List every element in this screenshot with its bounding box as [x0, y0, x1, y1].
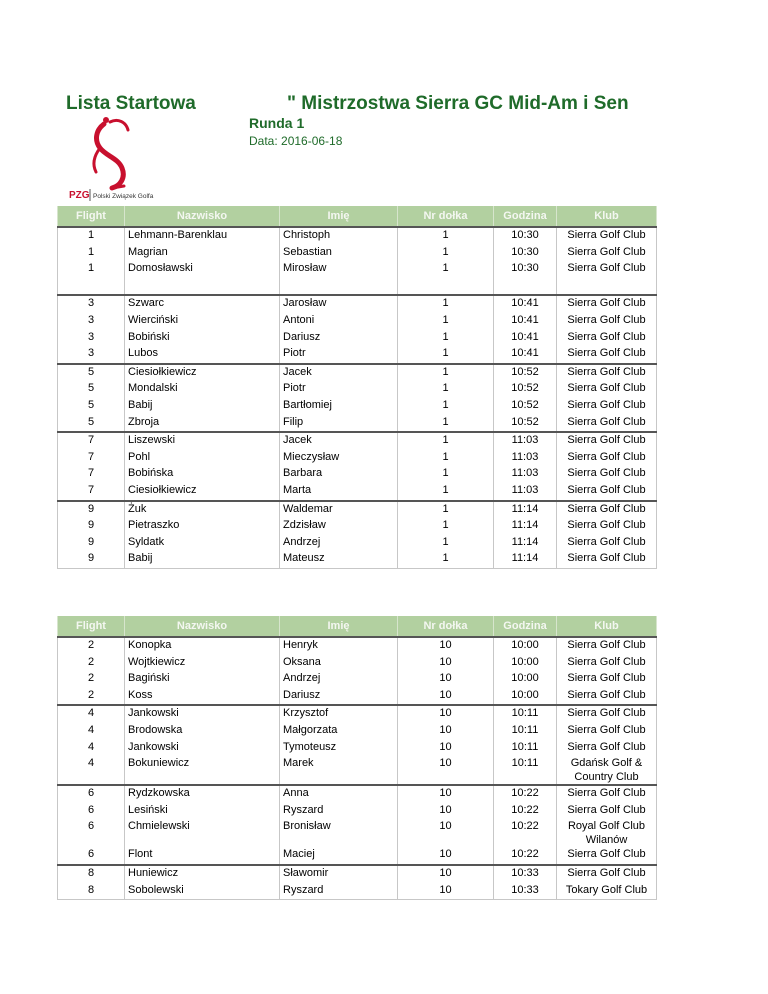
- table-row: [58, 671, 657, 688]
- tee-time-cell: 10:11: [494, 756, 557, 785]
- flight-cell: 2: [58, 671, 125, 688]
- hole-cell: 10: [398, 655, 494, 672]
- col-header-imie: Imię: [280, 206, 398, 227]
- first-name-cell: Henryk: [280, 637, 398, 655]
- hole-cell: 1: [398, 364, 494, 382]
- first-name-cell: Marta: [280, 483, 398, 501]
- hole-cell: 1: [398, 261, 494, 278]
- club-cell: Sierra Golf Club: [557, 785, 657, 803]
- tee-time-cell: 11:14: [494, 535, 557, 552]
- table-header-row: [58, 206, 657, 227]
- first-name-cell: Bartłomiej: [280, 398, 398, 415]
- table-row: [58, 535, 657, 552]
- tee-time-cell: 10:00: [494, 637, 557, 655]
- flight-cell: 9: [58, 535, 125, 552]
- surname-cell: Babij: [125, 398, 280, 415]
- first-name-cell: Piotr: [280, 346, 398, 364]
- col-header-godzina: Godzina: [494, 206, 557, 227]
- first-name-cell: [280, 278, 398, 296]
- hole-cell: 10: [398, 705, 494, 723]
- first-name-cell: Anna: [280, 785, 398, 803]
- table-row: [58, 381, 657, 398]
- col-header-nr-dolka: Nr dołka: [398, 616, 494, 637]
- flight-cell: 1: [58, 227, 125, 245]
- first-name-cell: Ryszard: [280, 883, 398, 900]
- club-cell: Sierra Golf Club: [557, 450, 657, 467]
- tee-time-cell: 10:33: [494, 883, 557, 900]
- first-name-cell: Małgorzata: [280, 723, 398, 740]
- surname-cell: Jankowski: [125, 705, 280, 723]
- tee-time-cell: 11:03: [494, 483, 557, 501]
- first-name-cell: Dariusz: [280, 330, 398, 347]
- club-cell: Sierra Golf Club: [557, 227, 657, 245]
- first-name-cell: Andrzej: [280, 671, 398, 688]
- col-header-klub: Klub: [557, 616, 657, 637]
- hole-cell: 10: [398, 723, 494, 740]
- flight-cell: 8: [58, 865, 125, 883]
- club-cell: Sierra Golf Club: [557, 398, 657, 415]
- first-name-cell: Dariusz: [280, 688, 398, 706]
- club-cell: Sierra Golf Club: [557, 803, 657, 820]
- tee-time-cell: 10:52: [494, 415, 557, 433]
- surname-cell: Brodowska: [125, 723, 280, 740]
- hole-cell: 10: [398, 865, 494, 883]
- table-header-row: [58, 616, 657, 637]
- table-row: [58, 432, 657, 450]
- club-cell: Sierra Golf Club: [557, 313, 657, 330]
- table-row: [58, 655, 657, 672]
- table-row: [58, 803, 657, 820]
- club-cell: Royal Golf Club Wilanów: [557, 819, 657, 847]
- surname-cell: Lehmann-Barenklau: [125, 227, 280, 245]
- flight-cell: [58, 278, 125, 296]
- tee-time-cell: 11:03: [494, 450, 557, 467]
- club-cell: Sierra Golf Club: [557, 551, 657, 568]
- club-cell: Sierra Golf Club: [557, 483, 657, 501]
- flight-cell: 7: [58, 483, 125, 501]
- first-name-cell: Antoni: [280, 313, 398, 330]
- flight-cell: 8: [58, 883, 125, 900]
- flight-cell: 1: [58, 261, 125, 278]
- club-cell: Sierra Golf Club: [557, 330, 657, 347]
- surname-cell: Wojtkiewicz: [125, 655, 280, 672]
- flight-cell: 6: [58, 847, 125, 865]
- tee-time-cell: 10:22: [494, 803, 557, 820]
- first-name-cell: Zdzisław: [280, 518, 398, 535]
- flight-cell: 6: [58, 785, 125, 803]
- tee-time-cell: 11:14: [494, 501, 557, 519]
- club-cell: Sierra Golf Club: [557, 261, 657, 278]
- club-cell: Sierra Golf Club: [557, 723, 657, 740]
- first-name-cell: Mirosław: [280, 261, 398, 278]
- tee-time-cell: 10:41: [494, 346, 557, 364]
- hole-cell: 1: [398, 227, 494, 245]
- hole-cell: 1: [398, 381, 494, 398]
- tee-time-cell: 10:11: [494, 740, 557, 757]
- event-title: " Mistrzostwa Sierra GC Mid-Am i Sen: [287, 93, 629, 114]
- flight-cell: 4: [58, 705, 125, 723]
- surname-cell: Zbroja: [125, 415, 280, 433]
- club-cell: Sierra Golf Club: [557, 381, 657, 398]
- first-name-cell: Marek: [280, 756, 398, 785]
- hole-cell: 1: [398, 535, 494, 552]
- flight-cell: 9: [58, 501, 125, 519]
- first-name-cell: Waldemar: [280, 501, 398, 519]
- club-cell: Sierra Golf Club: [557, 295, 657, 313]
- hole-cell: 1: [398, 245, 494, 262]
- tee-time-cell: 11:03: [494, 466, 557, 483]
- club-cell: Sierra Golf Club: [557, 740, 657, 757]
- hole-cell: 10: [398, 803, 494, 820]
- tee-time-cell: 10:00: [494, 671, 557, 688]
- tee-time-cell: 10:41: [494, 313, 557, 330]
- table-row: [58, 865, 657, 883]
- surname-cell: Bagiński: [125, 671, 280, 688]
- table-row: [58, 313, 657, 330]
- flight-cell: 4: [58, 756, 125, 785]
- table-row: [58, 551, 657, 568]
- table-row: [58, 785, 657, 803]
- club-cell: Sierra Golf Club: [557, 671, 657, 688]
- hole-cell: 10: [398, 688, 494, 706]
- col-header-flight: Flight: [58, 206, 125, 227]
- col-header-godzina: Godzina: [494, 616, 557, 637]
- hole-cell: 1: [398, 346, 494, 364]
- surname-cell: Mondalski: [125, 381, 280, 398]
- tee-time-cell: 11:14: [494, 518, 557, 535]
- table-row: [58, 501, 657, 519]
- surname-cell: Pietraszko: [125, 518, 280, 535]
- tee-time-cell: 10:30: [494, 227, 557, 245]
- tee-time-cell: 10:41: [494, 295, 557, 313]
- surname-cell: Wierciński: [125, 313, 280, 330]
- surname-cell: Rydzkowska: [125, 785, 280, 803]
- club-cell: Sierra Golf Club: [557, 637, 657, 655]
- col-header-nr-dolka: Nr dołka: [398, 206, 494, 227]
- surname-cell: Liszewski: [125, 432, 280, 450]
- hole-cell: 1: [398, 295, 494, 313]
- club-cell: Sierra Golf Club: [557, 501, 657, 519]
- tee-time-cell: 10:33: [494, 865, 557, 883]
- tee-time-cell: 10:00: [494, 688, 557, 706]
- club-cell: Sierra Golf Club: [557, 865, 657, 883]
- tee-time-cell: 10:11: [494, 705, 557, 723]
- first-name-cell: Sławomir: [280, 865, 398, 883]
- flight-cell: 3: [58, 346, 125, 364]
- logo-subtext: Polski Związek Golfa: [93, 193, 154, 200]
- surname-cell: Lesiński: [125, 803, 280, 820]
- hole-cell: 1: [398, 313, 494, 330]
- col-header-klub: Klub: [557, 206, 657, 227]
- flight-cell: 2: [58, 655, 125, 672]
- table-row: [58, 705, 657, 723]
- hole-cell: [398, 278, 494, 296]
- col-header-nazwisko: Nazwisko: [125, 616, 280, 637]
- table-row: [58, 278, 657, 296]
- club-cell: Sierra Golf Club: [557, 466, 657, 483]
- first-name-cell: Oksana: [280, 655, 398, 672]
- surname-cell: Bobiński: [125, 330, 280, 347]
- flight-cell: 2: [58, 688, 125, 706]
- surname-cell: Babij: [125, 551, 280, 568]
- tee-time-cell: 10:41: [494, 330, 557, 347]
- club-cell: Sierra Golf Club: [557, 518, 657, 535]
- surname-cell: Bobińska: [125, 466, 280, 483]
- table-row: [58, 364, 657, 382]
- first-name-cell: Krzysztof: [280, 705, 398, 723]
- first-name-cell: Mateusz: [280, 551, 398, 568]
- tee-time-cell: 10:22: [494, 847, 557, 865]
- hole-cell: 10: [398, 756, 494, 785]
- table-row: [58, 227, 657, 245]
- tee-time-cell: 10:52: [494, 364, 557, 382]
- first-name-cell: Andrzej: [280, 535, 398, 552]
- table-row: [58, 261, 657, 278]
- flight-cell: 3: [58, 313, 125, 330]
- hole-cell: 1: [398, 483, 494, 501]
- table-row: [58, 295, 657, 313]
- first-name-cell: Christoph: [280, 227, 398, 245]
- surname-cell: Chmielewski: [125, 819, 280, 847]
- tee-time-cell: 10:11: [494, 723, 557, 740]
- flight-cell: 7: [58, 450, 125, 467]
- flight-cell: 3: [58, 330, 125, 347]
- flight-cell: 1: [58, 245, 125, 262]
- table-row: [58, 245, 657, 262]
- flight-cell: 4: [58, 740, 125, 757]
- col-header-imie: Imię: [280, 616, 398, 637]
- club-cell: Sierra Golf Club: [557, 364, 657, 382]
- first-name-cell: Sebastian: [280, 245, 398, 262]
- table-row: [58, 883, 657, 900]
- club-cell: Sierra Golf Club: [557, 847, 657, 865]
- table-row: [58, 483, 657, 501]
- table-row: [58, 450, 657, 467]
- first-name-cell: Bronisław: [280, 819, 398, 847]
- tee-time-cell: 10:52: [494, 398, 557, 415]
- flight-cell: 5: [58, 398, 125, 415]
- club-cell: Sierra Golf Club: [557, 245, 657, 262]
- table-row: [58, 330, 657, 347]
- hole-cell: 10: [398, 819, 494, 847]
- first-name-cell: Piotr: [280, 381, 398, 398]
- club-cell: Gdańsk Golf & Country Club: [557, 756, 657, 785]
- hole-cell: 1: [398, 398, 494, 415]
- hole-cell: 1: [398, 450, 494, 467]
- first-name-cell: Jarosław: [280, 295, 398, 313]
- club-cell: Sierra Golf Club: [557, 705, 657, 723]
- flight-cell: 5: [58, 381, 125, 398]
- surname-cell: Syldatk: [125, 535, 280, 552]
- first-name-cell: Ryszard: [280, 803, 398, 820]
- surname-cell: Domosławski: [125, 261, 280, 278]
- hole-cell: 1: [398, 432, 494, 450]
- club-cell: Sierra Golf Club: [557, 535, 657, 552]
- first-name-cell: Jacek: [280, 432, 398, 450]
- round-label: Runda 1: [249, 115, 305, 131]
- table-row: [58, 819, 657, 847]
- hole-cell: 1: [398, 551, 494, 568]
- surname-cell: Lubos: [125, 346, 280, 364]
- first-name-cell: Filip: [280, 415, 398, 433]
- club-cell: Sierra Golf Club: [557, 688, 657, 706]
- first-name-cell: Jacek: [280, 364, 398, 382]
- surname-cell: Konopka: [125, 637, 280, 655]
- table-row: [58, 518, 657, 535]
- hole-cell: 10: [398, 847, 494, 865]
- hole-cell: 1: [398, 466, 494, 483]
- tee-time-cell: 10:22: [494, 819, 557, 847]
- hole-cell: 10: [398, 883, 494, 900]
- flight-cell: 5: [58, 415, 125, 433]
- col-header-nazwisko: Nazwisko: [125, 206, 280, 227]
- table-row: [58, 723, 657, 740]
- golfer-logo-icon: [66, 112, 176, 202]
- table-row: [58, 740, 657, 757]
- flight-cell: 4: [58, 723, 125, 740]
- first-name-cell: Mieczysław: [280, 450, 398, 467]
- tee-time-cell: 10:52: [494, 381, 557, 398]
- flight-cell: 5: [58, 364, 125, 382]
- tee-time-cell: [494, 278, 557, 296]
- flight-cell: 2: [58, 637, 125, 655]
- club-cell: [557, 278, 657, 296]
- tee-time-cell: 10:22: [494, 785, 557, 803]
- list-title: Lista Startowa: [66, 93, 196, 114]
- hole-cell: 1: [398, 501, 494, 519]
- start-list-table-1: [57, 206, 657, 569]
- table-row: [58, 346, 657, 364]
- club-cell: Sierra Golf Club: [557, 432, 657, 450]
- hole-cell: 1: [398, 518, 494, 535]
- flight-cell: 9: [58, 551, 125, 568]
- flight-cell: 7: [58, 466, 125, 483]
- tee-time-cell: 11:03: [494, 432, 557, 450]
- club-cell: Tokary Golf Club: [557, 883, 657, 900]
- surname-cell: Ciesiołkiewicz: [125, 364, 280, 382]
- start-list-table-2: [57, 616, 657, 900]
- surname-cell: Magrian: [125, 245, 280, 262]
- surname-cell: Sobolewski: [125, 883, 280, 900]
- logo-pzg-text: PZG: [69, 190, 90, 201]
- surname-cell: Żuk: [125, 501, 280, 519]
- surname-cell: Huniewicz: [125, 865, 280, 883]
- tee-time-cell: 10:00: [494, 655, 557, 672]
- surname-cell: Koss: [125, 688, 280, 706]
- tee-time-cell: 10:30: [494, 261, 557, 278]
- surname-cell: [125, 278, 280, 296]
- surname-cell: Bokuniewicz: [125, 756, 280, 785]
- hole-cell: 10: [398, 785, 494, 803]
- tee-time-cell: 11:14: [494, 551, 557, 568]
- table-row: [58, 637, 657, 655]
- club-cell: Sierra Golf Club: [557, 415, 657, 433]
- flight-cell: 6: [58, 819, 125, 847]
- tee-time-cell: 10:30: [494, 245, 557, 262]
- surname-cell: Ciesiołkiewicz: [125, 483, 280, 501]
- surname-cell: Flont: [125, 847, 280, 865]
- col-header-flight: Flight: [58, 616, 125, 637]
- table-row: [58, 466, 657, 483]
- club-cell: Sierra Golf Club: [557, 655, 657, 672]
- hole-cell: 1: [398, 415, 494, 433]
- date-label: Data: 2016-06-18: [249, 134, 343, 148]
- hole-cell: 1: [398, 330, 494, 347]
- flight-cell: 6: [58, 803, 125, 820]
- first-name-cell: Barbara: [280, 466, 398, 483]
- first-name-cell: Tymoteusz: [280, 740, 398, 757]
- pzg-logo: [66, 112, 176, 202]
- flight-cell: 9: [58, 518, 125, 535]
- hole-cell: 10: [398, 671, 494, 688]
- table-row: [58, 415, 657, 433]
- table-row: [58, 847, 657, 865]
- table-row: [58, 688, 657, 706]
- surname-cell: Pohl: [125, 450, 280, 467]
- hole-cell: 10: [398, 740, 494, 757]
- hole-cell: 10: [398, 637, 494, 655]
- table-row: [58, 756, 657, 785]
- table-row: [58, 398, 657, 415]
- flight-cell: 7: [58, 432, 125, 450]
- flight-cell: 3: [58, 295, 125, 313]
- first-name-cell: Maciej: [280, 847, 398, 865]
- surname-cell: Szwarc: [125, 295, 280, 313]
- club-cell: Sierra Golf Club: [557, 346, 657, 364]
- surname-cell: Jankowski: [125, 740, 280, 757]
